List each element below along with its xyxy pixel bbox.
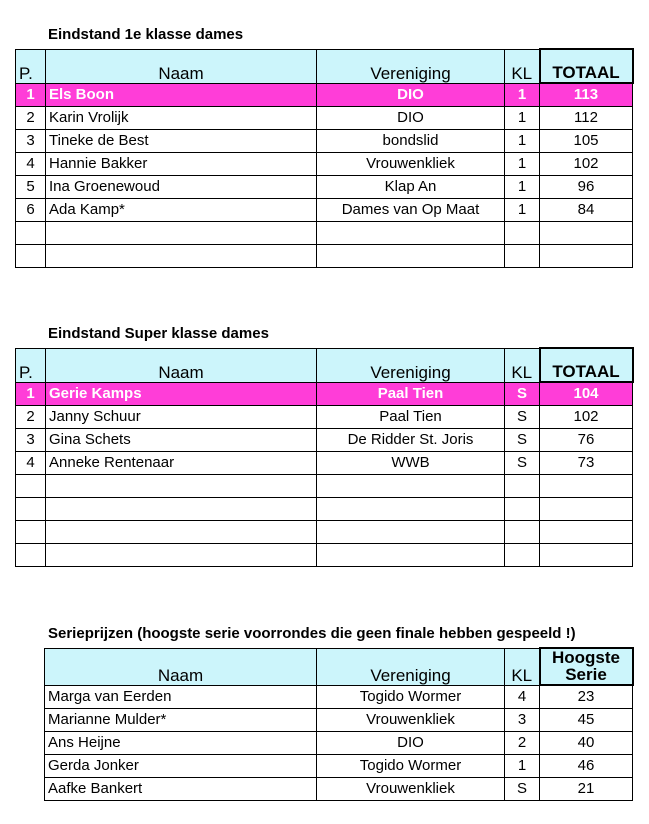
cell-club: Togido Wormer [317,685,505,709]
empty-cell [46,521,317,544]
empty-cell [16,222,46,245]
cell-kl: 1 [505,176,540,199]
table-row-empty [16,498,633,521]
empty-cell [540,475,633,498]
table-row [16,199,633,222]
header-club: Vereniging [317,648,505,685]
cell-club: Paal Tien [317,406,505,429]
cell-pos: 2 [16,107,46,130]
empty-cell [317,521,505,544]
cell-kl: S [505,452,540,475]
empty-cell [505,544,540,567]
cell-serie: 46 [540,755,633,778]
cell-kl: 2 [505,732,540,755]
cell-pos: 1 [16,83,46,107]
cell-total: 102 [540,406,633,429]
cell-name: Ina Groenewoud [46,176,317,199]
header-pos: P. [16,348,46,382]
empty-cell [46,498,317,521]
empty-cell [317,245,505,268]
cell-pos: 4 [16,452,46,475]
header-hoogste-serie [540,648,633,685]
header-row [16,348,633,382]
header-row [16,49,633,83]
table-row [16,107,633,130]
empty-cell [317,475,505,498]
header-row [45,648,633,685]
empty-cell [16,498,46,521]
cell-name: Janny Schuur [46,406,317,429]
cell-name: Ans Heijne [45,732,317,755]
empty-cell [317,222,505,245]
table-row [16,429,633,452]
cell-kl: 4 [505,685,540,709]
cell-kl: 1 [505,755,540,778]
empty-cell [317,544,505,567]
cell-total: 96 [540,176,633,199]
header-pos: P. [16,49,46,83]
cell-total: 73 [540,452,633,475]
empty-cell [16,544,46,567]
standings-table-super-klasse [15,347,634,567]
cell-club: Vrouwenkliek [317,153,505,176]
cell-club: DIO [317,107,505,130]
cell-kl: S [505,778,540,801]
cell-serie: 23 [540,685,633,709]
cell-serie: 21 [540,778,633,801]
empty-cell [505,521,540,544]
table-row [45,778,633,801]
empty-cell [16,245,46,268]
cell-kl: 1 [505,199,540,222]
empty-cell [540,245,633,268]
header-kl: KL [505,648,540,685]
cell-total: 112 [540,107,633,130]
cell-pos: 1 [16,382,46,406]
cell-kl: 1 [505,130,540,153]
header-total: TOTAAL [540,348,633,382]
empty-cell [46,222,317,245]
table-row-winner [16,83,633,107]
cell-serie: 40 [540,732,633,755]
cell-club: Vrouwenkliek [317,778,505,801]
cell-club: Togido Wormer [317,755,505,778]
empty-cell [505,498,540,521]
table-row [45,755,633,778]
cell-club: DIO [317,83,505,107]
table-row [45,685,633,709]
cell-kl: S [505,382,540,406]
cell-total: 84 [540,199,633,222]
cell-kl: 1 [505,107,540,130]
cell-kl: S [505,406,540,429]
cell-pos: 4 [16,153,46,176]
header-total: TOTAAL [540,49,633,83]
table-row [16,176,633,199]
cell-pos: 2 [16,406,46,429]
header-serie-line1: Hoogste [552,648,620,667]
table-row-empty [16,544,633,567]
cell-name: Gina Schets [46,429,317,452]
section-title-super-klasse: Eindstand Super klasse dames [48,325,269,342]
header-name: Naam [46,49,317,83]
cell-name: Marianne Mulder* [45,709,317,732]
cell-name: Hannie Bakker [46,153,317,176]
table-row [16,153,633,176]
empty-cell [46,544,317,567]
empty-cell [540,544,633,567]
cell-total: 76 [540,429,633,452]
cell-kl: 1 [505,153,540,176]
header-kl: KL [505,348,540,382]
cell-name: Gerda Jonker [45,755,317,778]
header-serie-line2: Serie [565,665,607,684]
table-row-empty [16,222,633,245]
cell-club: Vrouwenkliek [317,709,505,732]
table-row [16,130,633,153]
table-row-empty [16,521,633,544]
table-row [16,406,633,429]
cell-club: bondslid [317,130,505,153]
table-row [45,732,633,755]
cell-total: 113 [540,83,633,107]
standings-table-1e-klasse [15,48,634,268]
empty-cell [505,245,540,268]
cell-serie: 45 [540,709,633,732]
cell-name: Tineke de Best [46,130,317,153]
cell-name: Ada Kamp* [46,199,317,222]
empty-cell [505,475,540,498]
cell-name: Aafke Bankert [45,778,317,801]
empty-cell [540,521,633,544]
empty-cell [46,245,317,268]
cell-club: De Ridder St. Joris [317,429,505,452]
cell-pos: 6 [16,199,46,222]
empty-cell [540,498,633,521]
section-title-serieprijzen: Serieprijzen (hoogste serie voorrondes die geen finale hebben gespeeld !) [48,625,576,642]
header-club: Vereniging [317,348,505,382]
cell-name: Karin Vrolijk [46,107,317,130]
cell-total: 102 [540,153,633,176]
empty-cell [46,475,317,498]
empty-cell [540,222,633,245]
cell-pos: 3 [16,429,46,452]
empty-cell [16,475,46,498]
serieprijzen-table [44,647,634,801]
header-kl: KL [505,49,540,83]
header-name: Naam [45,648,317,685]
cell-club: Klap An [317,176,505,199]
cell-name: Gerie Kamps [46,382,317,406]
cell-club: DIO [317,732,505,755]
cell-kl: 1 [505,83,540,107]
cell-pos: 3 [16,130,46,153]
cell-kl: S [505,429,540,452]
cell-name: Anneke Rentenaar [46,452,317,475]
table-row-winner [16,382,633,406]
table-row [45,709,633,732]
cell-total: 105 [540,130,633,153]
cell-club: Dames van Op Maat [317,199,505,222]
cell-club: Paal Tien [317,382,505,406]
cell-name: Els Boon [46,83,317,107]
empty-cell [16,521,46,544]
cell-name: Marga van Eerden [45,685,317,709]
cell-total: 104 [540,382,633,406]
table-row-empty [16,475,633,498]
table-row-empty [16,245,633,268]
cell-pos: 5 [16,176,46,199]
section-title-1e-klasse: Eindstand 1e klasse dames [48,26,244,43]
cell-kl: 3 [505,709,540,732]
empty-cell [505,222,540,245]
cell-club: WWB [317,452,505,475]
header-club: Vereniging [317,49,505,83]
empty-cell [317,498,505,521]
header-name: Naam [46,348,317,382]
table-row [16,452,633,475]
